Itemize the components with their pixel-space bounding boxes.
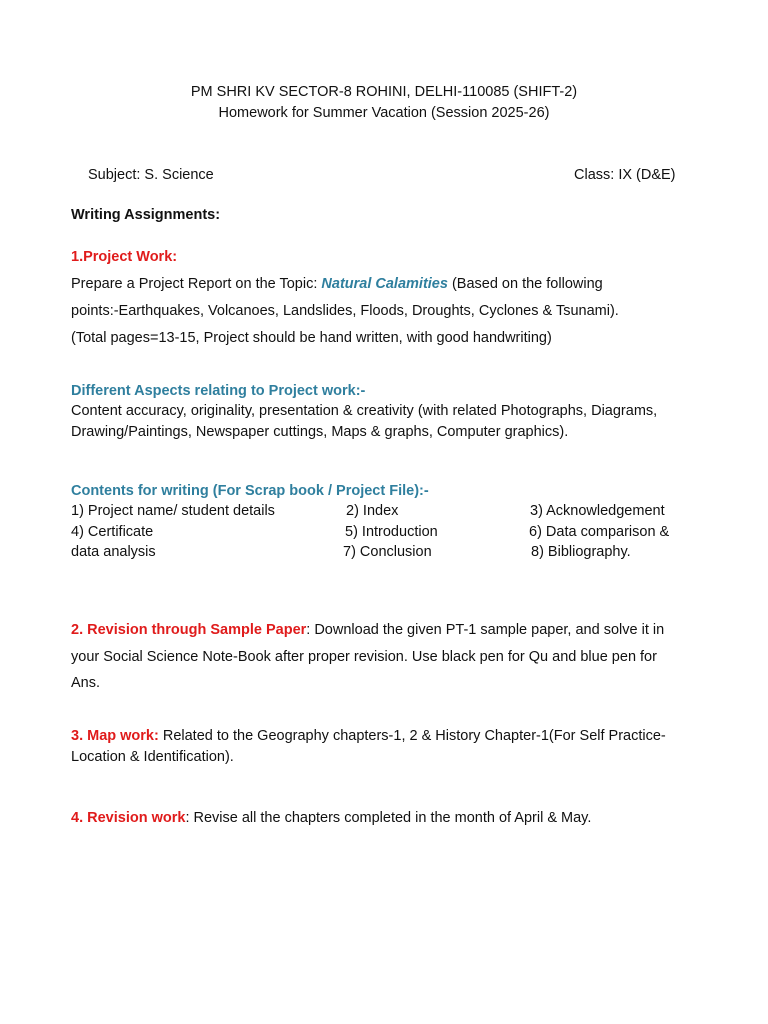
- project-intro-suffix: (Based on the following: [447, 276, 603, 292]
- contents-item-1: 1) Project name/ student details: [71, 503, 275, 519]
- map-work-line-1: [71, 727, 666, 745]
- aspects-line-2: Drawing/Paintings, Newspaper cuttings, Maps & graphs, Computer graphics).: [71, 424, 569, 440]
- contents-item-3: 3) Acknowledgement: [530, 503, 665, 519]
- revision-work-line: [71, 809, 591, 827]
- contents-item-6-cont: data analysis: [71, 544, 156, 560]
- contents-item-8: 8) Bibliography.: [531, 544, 631, 560]
- contents-heading: Contents for writing (For Scrap book / Project File):-: [71, 483, 429, 499]
- revision-work-heading: 4. Revision work: [71, 810, 186, 826]
- project-points: points:-Earthquakes, Volcanoes, Landslides, Floods, Droughts, Cyclones & Tsunami).: [71, 303, 619, 319]
- map-work-heading: 3. Map work:: [71, 728, 159, 744]
- aspects-heading: Different Aspects relating to Project work:-: [71, 383, 366, 399]
- map-work-text-1: Related to the Geography chapters-1, 2 & History Chapter-1(For Self Practice-: [158, 728, 666, 744]
- revision-sample-line-3: Ans.: [71, 675, 101, 691]
- contents-item-2: 2) Index: [346, 503, 399, 519]
- writing-assignments-heading: Writing Assignments:: [71, 207, 221, 223]
- revision-sample-heading: 2. Revision through Sample Paper: [71, 622, 307, 638]
- class-label: Class: IX (D&E): [574, 167, 676, 183]
- contents-item-6: 6) Data comparison &: [529, 524, 670, 540]
- aspects-line-1: Content accuracy, originality, presentation & creativity (with related Photographs, Diagrams,: [71, 403, 658, 419]
- contents-item-7: 7) Conclusion: [343, 544, 432, 560]
- project-pages: (Total pages=13-15, Project should be hand written, with good handwriting): [71, 330, 552, 346]
- revision-sample-line-1: [71, 621, 664, 639]
- project-work-heading: 1.Project Work:: [71, 249, 178, 265]
- project-intro-prefix: Prepare a Project Report on the Topic:: [71, 276, 322, 292]
- document-title: Homework for Summer Vacation (Session 2025-26): [218, 105, 550, 121]
- map-work-line-2: Location & Identification).: [71, 749, 234, 765]
- project-intro: [71, 275, 603, 293]
- revision-sample-text-1: : Download the given PT-1 sample paper, and solve it in: [306, 622, 665, 638]
- revision-work-text: : Revise all the chapters completed in the month of April & May.: [185, 810, 592, 826]
- school-header: PM SHRI KV SECTOR-8 ROHINI, DELHI-110085 (SHIFT-2): [190, 84, 578, 100]
- contents-item-5: 5) Introduction: [345, 524, 438, 540]
- subject-label: Subject: S. Science: [88, 167, 214, 183]
- revision-sample-line-2: your Social Science Note-Book after proper revision. Use black pen for Qu and blue pen for: [71, 649, 657, 665]
- contents-item-4: 4) Certificate: [71, 524, 154, 540]
- project-topic: Natural Calamities: [321, 276, 448, 292]
